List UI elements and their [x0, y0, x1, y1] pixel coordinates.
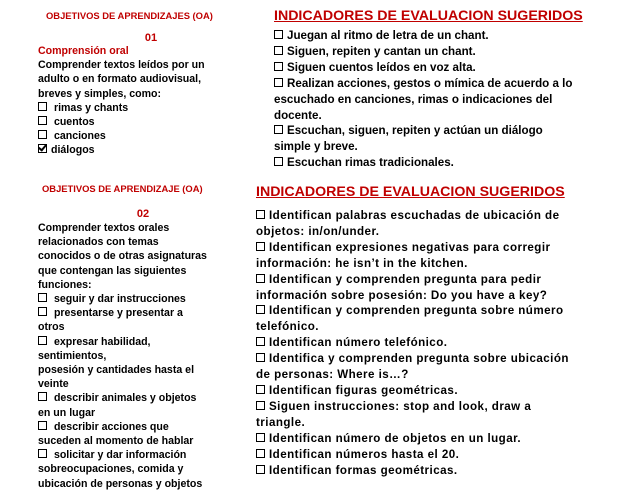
- objective-item-text: rimas y chants: [51, 101, 129, 114]
- checkbox-icon: [256, 210, 265, 219]
- objective-line: [38, 448, 207, 462]
- objective-line-text: sentimientos,: [38, 349, 107, 362]
- section2-left-header: OBJETIVOS DE APRENDIZAJE (OA): [42, 183, 203, 194]
- indicator-line-text: Identifica y comprenden pregunta sobre ubicación: [269, 352, 569, 366]
- checkbox-icon: [38, 421, 47, 430]
- objective-line-text: sobreocupaciones, comida y: [38, 463, 184, 476]
- checkbox-icon: [256, 465, 265, 474]
- section1-indicators: [274, 28, 572, 171]
- indicator-line: [256, 208, 569, 224]
- indicator-line-text: Identifican y comprenden pregunta sobre número: [269, 304, 564, 318]
- indicator-line: [256, 367, 569, 383]
- checkbox-icon: [38, 307, 47, 316]
- checkbox-icon: [38, 102, 47, 111]
- objective-line-text: en un lugar: [38, 406, 96, 419]
- checkbox-icon: [256, 433, 265, 442]
- indicator-line: [274, 60, 572, 76]
- indicator-line-text: Identifican número de objetos en un lugar.: [269, 431, 522, 445]
- objective-line: [38, 278, 207, 292]
- objective-line: [38, 249, 207, 263]
- checkbox-icon: [256, 385, 265, 394]
- indicator-line-text: objetos: in/on/under.: [256, 224, 380, 238]
- checkbox-icon: [274, 46, 283, 55]
- objective-line: [38, 377, 207, 391]
- objective-line-text: ubicación de personas y objetos: [38, 477, 203, 490]
- indicator-line-text: simple y breve.: [274, 140, 358, 154]
- indicator-line: [256, 431, 569, 447]
- indicator-line: [256, 351, 569, 367]
- objective-line-text: funciones:: [38, 278, 92, 291]
- indicator-line: [256, 240, 569, 256]
- checkbox-icon: [256, 401, 265, 410]
- section2-left-content: [38, 221, 207, 491]
- indicator-line-text: Realizan acciones, gestos o mímica de acuerdo a lo: [287, 76, 573, 90]
- section1-items: [38, 101, 205, 158]
- indicator-line: [274, 92, 572, 108]
- indicator-line: [274, 123, 572, 139]
- indicator-line: [256, 463, 569, 479]
- indicator-line: [256, 224, 569, 240]
- objective-item: [38, 101, 205, 115]
- checked-box-icon: [38, 144, 47, 153]
- checkbox-icon: [256, 305, 265, 314]
- indicator-line: [256, 288, 569, 304]
- objective-line: [38, 335, 207, 349]
- section2-indicators: [256, 208, 569, 478]
- checkbox-icon: [256, 337, 265, 346]
- checkbox-icon: [38, 130, 47, 139]
- objective-line: [38, 434, 207, 448]
- description-line-text: adulto o en formato audiovisual,: [38, 73, 202, 86]
- section1-number: 01: [144, 32, 158, 44]
- section1-right-header: INDICADORES DE EVALUACION SUGERIDOS: [274, 8, 583, 24]
- checkbox-icon: [38, 392, 47, 401]
- checkbox-icon: [274, 157, 283, 166]
- indicator-line-text: Siguen cuentos leídos en voz alta.: [287, 60, 476, 74]
- objective-item-text: cuentos: [51, 116, 95, 129]
- objective-line-text: seguir y dar instrucciones: [51, 293, 186, 306]
- objective-line: [38, 292, 207, 306]
- objective-line: [38, 462, 207, 476]
- checkbox-icon: [38, 116, 47, 125]
- indicator-line: [256, 335, 569, 351]
- section1-left-content: [38, 44, 205, 158]
- objective-line: [38, 221, 207, 235]
- checkbox-icon: [256, 449, 265, 458]
- indicator-line-text: de personas: Where is…?: [256, 368, 409, 382]
- objective-line: [38, 406, 207, 420]
- checkbox-icon: [38, 293, 47, 302]
- checkbox-icon: [38, 449, 47, 458]
- objective-line-text: describir acciones que: [51, 420, 169, 433]
- indicator-line: [256, 447, 569, 463]
- objective-item: [38, 143, 205, 157]
- objective-line-text: posesión y cantidades hasta el: [38, 364, 195, 377]
- indicator-line-text: Identifican palabras escuchadas de ubicación de: [269, 209, 560, 222]
- description-line-text: Comprender textos leídos por un: [38, 59, 205, 72]
- section1-topic: Comprensión oral: [38, 45, 129, 57]
- indicator-line-text: Escuchan, siguen, repiten y actúan un diálogo: [287, 124, 543, 138]
- indicator-line: [274, 139, 572, 155]
- indicator-line-text: triangle.: [256, 415, 306, 429]
- checkbox-icon: [274, 30, 283, 39]
- objective-line-text: solicitar y dar información: [51, 449, 187, 462]
- indicator-line-text: Juegan al ritmo de letra de un chant.: [287, 29, 489, 42]
- indicator-line: [256, 256, 569, 272]
- indicator-line-text: Escuchan rimas tradicionales.: [287, 156, 454, 170]
- section2-number: 02: [136, 208, 150, 220]
- section1-description: [38, 58, 205, 101]
- section2-right-header: INDICADORES DE EVALUACION SUGERIDOS: [256, 184, 565, 200]
- objective-line: [38, 349, 207, 363]
- indicator-line: [256, 319, 569, 335]
- objective-line: [38, 391, 207, 405]
- objective-line: [38, 363, 207, 377]
- objective-item-text: canciones: [51, 130, 106, 143]
- description-line-text: breves y simples, como:: [38, 87, 162, 100]
- indicator-line-text: Identifican números hasta el 20.: [269, 447, 460, 461]
- checkbox-icon: [38, 336, 47, 345]
- indicator-line: [256, 415, 569, 431]
- indicator-line: [256, 399, 569, 415]
- checkbox-icon: [274, 62, 283, 71]
- description-line: [38, 72, 205, 86]
- indicator-line: [256, 383, 569, 399]
- indicator-line-text: Identifican formas geométricas.: [269, 463, 458, 477]
- objective-line-text: Comprender textos orales: [38, 222, 170, 234]
- indicator-line-text: escuchado en canciones, rimas o indicaciones del: [274, 92, 553, 106]
- objective-item-text: diálogos: [51, 144, 95, 157]
- objective-line-text: expresar habilidad,: [51, 335, 151, 348]
- indicator-line-text: Identifican y comprenden pregunta para pedir: [269, 272, 542, 286]
- objective-line: [38, 264, 207, 278]
- objective-line-text: presentarse y presentar a: [51, 307, 183, 320]
- indicator-line: [274, 76, 572, 92]
- objective-line-text: describir animales y objetos: [51, 392, 197, 405]
- indicator-line: [274, 44, 572, 60]
- indicator-line: [274, 28, 572, 44]
- indicator-line: [256, 272, 569, 288]
- indicator-line-text: información: he isn’t in the kitchen.: [256, 256, 468, 270]
- objective-line-text: conocidos o de otras asignaturas: [38, 250, 207, 263]
- objective-item: [38, 129, 205, 143]
- indicator-line-text: docente.: [274, 108, 322, 122]
- section1-left-header: OBJETIVOS DE APRENDIZAJES (OA): [46, 10, 213, 21]
- indicator-line-text: Siguen, repiten y cantan un chant.: [287, 44, 476, 58]
- objective-line-text: que contengan las siguientes: [38, 264, 187, 277]
- checkbox-icon: [256, 274, 265, 283]
- checkbox-icon: [256, 353, 265, 362]
- objective-line: [38, 320, 207, 334]
- objective-line-text: otros: [38, 321, 65, 334]
- indicator-line: [256, 303, 569, 319]
- checkbox-icon: [274, 125, 283, 134]
- indicator-line: [274, 155, 572, 171]
- description-line: [38, 87, 205, 101]
- indicator-line-text: Identifican expresiones negativas para corregir: [269, 240, 551, 254]
- indicator-line-text: Identifican figuras geométricas.: [269, 383, 458, 397]
- objective-line-text: veinte: [38, 378, 69, 391]
- indicator-line-text: información sobre posesión: Do you have a key?: [256, 288, 548, 302]
- objective-line-text: relacionados con temas: [38, 236, 159, 249]
- indicator-line-text: Siguen instrucciones: stop and look, draw a: [269, 399, 532, 413]
- description-line: [38, 58, 205, 72]
- objective-line: [38, 420, 207, 434]
- indicator-line-text: telefónico.: [256, 320, 319, 334]
- objective-item: [38, 115, 205, 129]
- indicator-line-text: Identifican número telefónico.: [269, 336, 448, 350]
- objective-line: [38, 235, 207, 249]
- indicator-line: [274, 108, 572, 124]
- checkbox-icon: [274, 78, 283, 87]
- objective-line-text: suceden al momento de hablar: [38, 435, 194, 448]
- objective-line: [38, 306, 207, 320]
- checkbox-icon: [256, 242, 265, 251]
